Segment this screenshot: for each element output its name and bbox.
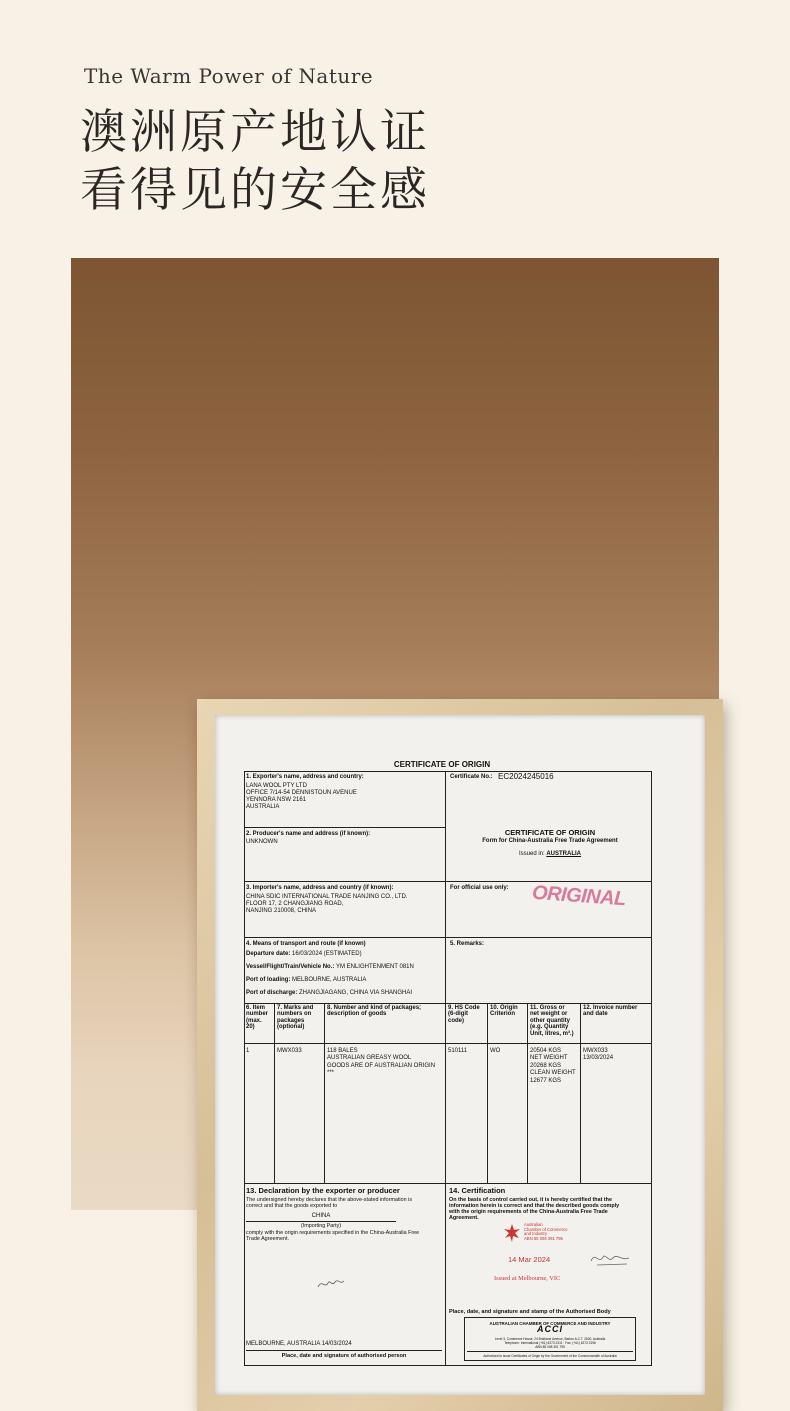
row-marks: MWX033 [277,1048,302,1054]
remarks-label: 5. Remarks: [450,941,485,947]
acci-address: Level 3, Commerce House, 24 Brisbane Avenue, Barton A.C.T. 2600, Australia Telephone: International (+61) 6273 2311 · Fax: (+61) 6273 3196 ABN 85 008 391 795 [494,1337,606,1349]
chamber-name: Australian Chamber of Commerce and Industry ABN 85 008 391 795 [524,1222,568,1241]
cert-no-label: Certificate No.: [450,774,493,780]
declaration-title: 13. Declaration by the exporter or producer [246,1186,400,1195]
exporter-line: OFFICE 7/14-54 DENNISTOUN AVENUE [246,790,357,796]
form-subtitle: Form for China-Australia Free Trade Agreement [482,838,618,844]
port-discharge: Port of discharge: ZHANGJIAGANG, CHINA VIA SHANGHAI [246,990,413,996]
exporter-line: YENNORA NSW 2161 [246,797,307,803]
certification-title: 14. Certification [449,1186,506,1195]
tagline: The Warm Power of Nature [84,64,374,88]
producer-value: UNKNOWN [246,839,278,845]
headline-line-1: 澳洲原产地认证 [80,105,430,160]
acci-logo: ACCI [537,1324,563,1334]
issued-in [450,851,650,858]
importer-line: CHINA SDIC INTERNATIONAL TRADE NANJING CO., LTD. [246,894,408,900]
picture-frame [197,699,723,1411]
acci-title: AUSTRALIAN CHAMBER OF COMMERCE AND INDUSTRY [489,1321,611,1326]
importing-party-caption: (Importing Party) [300,1223,342,1229]
importer-label: 3. Importer's name, address and country (if known): [246,885,394,891]
exporter-line: LANA WOOL PTY LTD [246,783,307,789]
original-stamp: ORIGINAL [531,881,627,911]
acci-footer: Authorised to issue Certificates of Origin by the Government of the Commonwealth of Australia [483,1354,617,1358]
chamber-star-icon [502,1223,522,1243]
certificate-document [232,741,652,1371]
importer-line: FLOOR 17, 2 CHANGJIANG ROAD, [246,901,344,907]
exporter-label: 1. Exporter's name, address and country: [246,774,364,780]
row-hs: 510111 [448,1048,468,1054]
product-photo [71,258,719,1359]
headline [80,104,430,220]
row-criterion: WO [490,1048,501,1054]
declaration-caption: Place, date and signature of authorised person [281,1353,407,1359]
cert-no-value: EC2024245016 [498,772,554,781]
row-goods: 118 BALES AUSTRALIAN GREASY WOOL GOODS ARE OF AUSTRALIAN ORIGIN *** [327,1048,436,1077]
headline-line-2: 看得见的安全感 [80,163,430,218]
issued-in-label: Issued in: [518,851,545,857]
column-header: 8. Number and kind of packages; description of goods [327,1005,422,1018]
row-item: 1 [246,1048,250,1054]
declaration-text: The undersigned hereby declares that the above-stated information is correct and that the goods exported to [246,1197,413,1209]
column-header: 11. Gross or net weight or other quantity (e.g. Quantity Unit, litres, m³.) [530,1005,574,1037]
transport-label: 4. Means of transport and route (if known) [246,941,366,947]
acci-stamp [464,1317,636,1361]
declaration-text-2: comply with the origin requirements specified in the China-Australia Free Trade Agreement. [246,1230,420,1242]
row-weight: 20504 KGS NET WEIGHT 20268 KGS CLEAN WEIGHT 12677 KGS [530,1048,576,1084]
column-header: 9. HS Code (6-digit code) [448,1005,480,1024]
issued-in-value: AUSTRALIA [546,851,582,857]
exporter-line: AUSTRALIA [246,804,280,810]
column-header: 12. Invoice number and date [583,1005,638,1018]
certification-date: 14 Mar 2024 [508,1255,551,1264]
frame-mat [215,715,705,1395]
certification-signature [587,1249,633,1269]
column-header: 6. Item number (max. 20) [246,1005,269,1031]
declaration-place-date: MELBOURNE, AUSTRALIA 14/03/2024 [246,1341,352,1347]
departure: Departure date: 16/03/2024 (ESTIMATED) [246,951,362,957]
port-loading: Port of loading: MELBOURNE, AUSTRALIA [246,977,367,983]
certification-caption: Place, date, and signature and stamp of the Authorised Body [449,1309,611,1315]
column-header: 10. Origin Criterion [490,1005,518,1018]
form-title: CERTIFICATE OF ORIGIN [504,828,596,837]
column-header: 7. Marks and numbers on packages (optional) [277,1005,314,1031]
vessel: Vessel/Flight/Train/Vehicle No.: YM ENLIGHTENMENT 081N [246,964,414,970]
importing-country: CHINA [311,1213,331,1219]
certification-text: On the basis of control carried out, it is hereby certified that the information herein is correct and that the described goods comply with the origin requirements of the China-Australia Free Trade Agreement. [449,1197,620,1221]
declaration-signature [316,1275,346,1291]
importer-line: NANJING 210008, CHINA [246,908,317,914]
certificate-title: CERTIFICATE OF ORIGIN [393,760,491,769]
issued-at: Issued at Melbourne, VIC [494,1275,561,1282]
official-use-label: For official use only: [450,885,509,891]
certificate-grid [244,771,652,1366]
producer-label: 2. Producer's name and address (if known): [246,831,371,837]
row-invoice: MWX033 13/03/2024 [583,1048,614,1062]
